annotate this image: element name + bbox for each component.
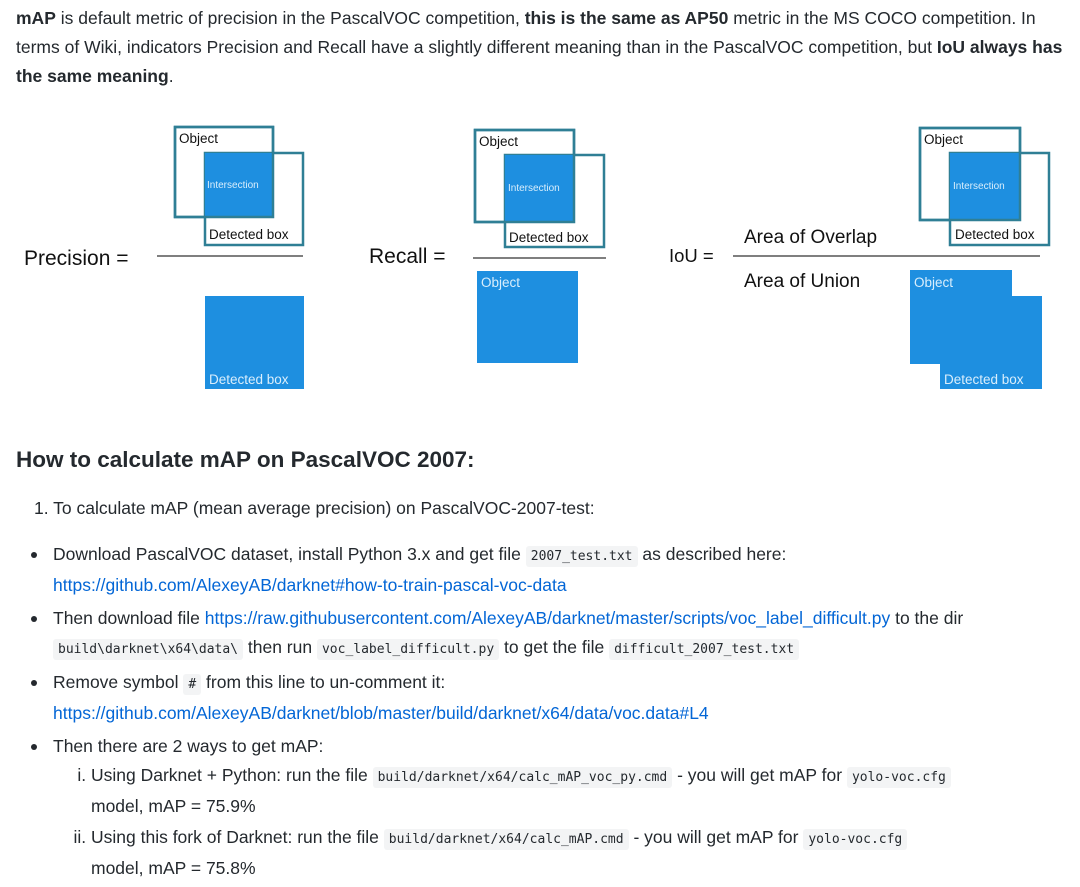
list-item-voc-label — [53, 604, 1063, 664]
ways-sublist — [53, 761, 1063, 883]
recall-detected-label: Detected box — [509, 230, 589, 245]
b3-text: Remove symbol — [53, 672, 184, 692]
sub1-code2: yolo-voc.cfg — [847, 767, 951, 788]
b2-text: Then download file — [53, 608, 205, 628]
b2-text2: to the dir — [890, 608, 964, 628]
sub2-code: build/darknet/x64/calc_mAP.cmd — [384, 829, 629, 850]
precision-denominator-label: Detected box — [209, 372, 289, 387]
list-item-download — [53, 540, 1063, 600]
sub2-code2: yolo-voc.cfg — [803, 829, 907, 850]
intro-text-1: is default metric of precision in the PascalVOC competition, — [55, 8, 525, 28]
b2-code-script: voc_label_difficult.py — [317, 639, 499, 660]
recall-label: Recall = — [369, 245, 446, 268]
b1-text: Download PascalVOC dataset, install Python 3.x and get file — [53, 544, 526, 564]
list-item-two-ways — [53, 732, 1063, 883]
sub2-text2: - you will get mAP for — [628, 827, 804, 847]
b1-code: 2007_test.txt — [526, 546, 638, 567]
precision-denominator — [205, 296, 304, 389]
iou-object-label: Object — [924, 132, 964, 147]
b3-text2: from this line to un-comment it: — [201, 672, 446, 692]
section-heading: How to calculate mAP on PascalVOC 2007: — [16, 447, 475, 472]
link-voc-data-l4[interactable]: https://github.com/AlexeyAB/darknet/blob/master/build/darknet/x64/data/voc.data#L4 — [53, 703, 709, 723]
intro-text-3: . — [168, 66, 174, 86]
sublist-item-python — [91, 761, 1063, 821]
precision-detected-label: Detected box — [209, 227, 289, 242]
sub1-text2: - you will get mAP for — [672, 765, 847, 785]
b3-code: # — [183, 674, 201, 695]
b2-code-dir: build\darknet\x64\data\ — [53, 639, 243, 660]
recall-denominator — [477, 271, 578, 363]
iou-denominator-text: Area of Union — [744, 271, 861, 292]
intro-text-2: metric in the MS COCO competition. In terms of Wiki, indicators Precision and Recall have a slightly different meaning than in the PascalVOC competition, but — [16, 8, 1036, 57]
link-train-pascal-voc[interactable]: https://github.com/AlexeyAB/darknet#how-to-train-pascal-voc-data — [53, 575, 567, 595]
precision-object-label: Object — [179, 131, 219, 146]
iou-overlap-diagram — [920, 128, 1049, 245]
b2-text3: then run — [243, 637, 317, 657]
precision-numerator — [175, 127, 303, 245]
iou-union-diagram — [910, 270, 1042, 389]
sub1-text: Using Darknet + Python: run the file — [91, 765, 373, 785]
b2-text4: to get the file — [499, 637, 610, 657]
intro-paragraph — [16, 4, 1066, 91]
link-voc-label-difficult[interactable]: https://raw.githubusercontent.com/AlexeyAB/darknet/master/scripts/voc_label_difficult.py — [204, 608, 891, 628]
sub2-text3: model, mAP = 75.8% — [91, 858, 256, 878]
metrics-diagram — [0, 118, 1080, 403]
iou-label: IoU = — [669, 245, 714, 266]
b4-text: Then there are 2 ways to get mAP: — [53, 736, 324, 756]
recall-intersection-label: Intersection — [508, 183, 560, 194]
sub2-text: Using this fork of Darknet: run the file — [91, 827, 384, 847]
steps-list — [53, 540, 1063, 887]
intro-bold-iou: IoU always has the same meaning — [16, 37, 1063, 86]
recall-numerator — [475, 130, 604, 247]
recall-object-label: Object — [479, 134, 519, 149]
iou-intersection-label: Intersection — [953, 181, 1005, 192]
intro-bold-ap50: this is the same as AP50 — [524, 8, 729, 28]
iou-numerator-text: Area of Overlap — [744, 227, 878, 248]
iou-union-object-label: Object — [914, 275, 954, 290]
recall-denominator-label: Object — [481, 275, 521, 290]
b1-text2: as described here: — [637, 544, 787, 564]
sub1-text3: model, mAP = 75.9% — [91, 796, 256, 816]
iou-detected-label: Detected box — [955, 227, 1035, 242]
intro-bold-map: mAP — [16, 8, 56, 28]
sublist-item-fork — [91, 823, 1063, 883]
iou-union-detected-label: Detected box — [944, 372, 1024, 387]
ordered-item-1: 1. To calculate mAP (mean average precision) on PascalVOC-2007-test: — [34, 498, 595, 518]
precision-label: Precision = — [24, 247, 129, 270]
list-item-remove-symbol — [53, 668, 1063, 728]
iou-union-join — [940, 296, 1012, 364]
sub1-code: build/darknet/x64/calc_mAP_voc_py.cmd — [373, 767, 673, 788]
precision-intersection-label: Intersection — [207, 180, 259, 191]
b2-code-file: difficult_2007_test.txt — [609, 639, 799, 660]
